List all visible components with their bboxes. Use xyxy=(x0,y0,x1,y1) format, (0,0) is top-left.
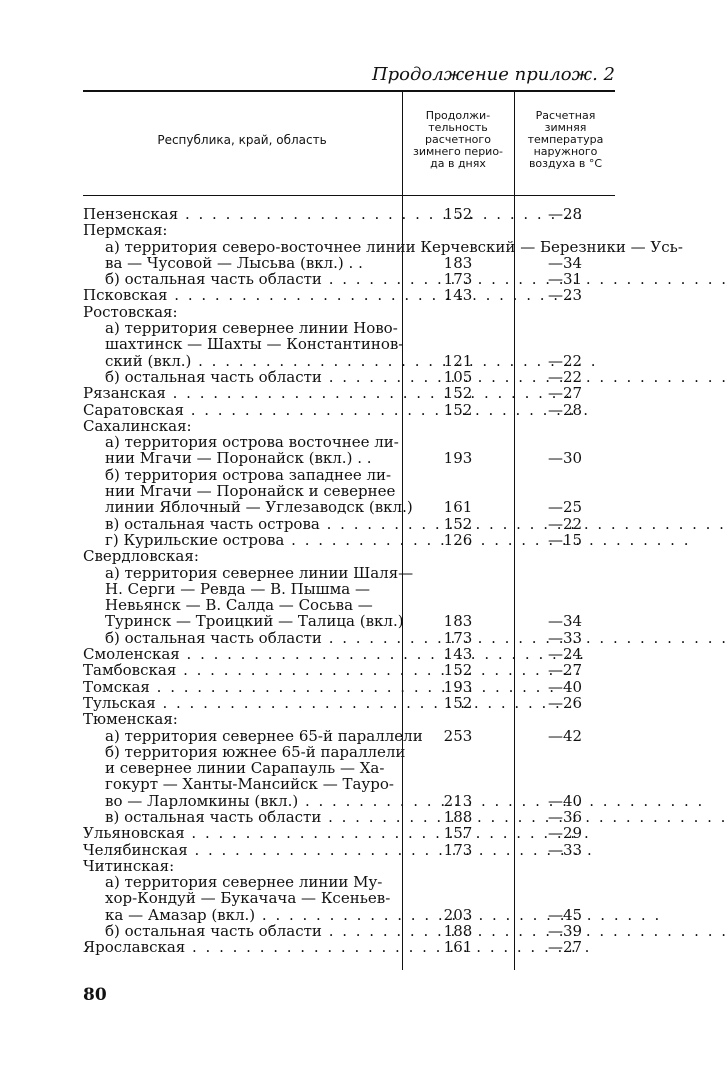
winter-temperature-value: —45 xyxy=(547,905,583,924)
winter-temperature-value: —25 xyxy=(547,498,583,517)
heating-days-value: 173 xyxy=(443,840,473,859)
heating-days-value: 188 xyxy=(443,922,473,941)
heating-days-value: 152 xyxy=(443,514,473,533)
region-name: б) остальная часть области . . . xyxy=(105,271,401,287)
table-row xyxy=(83,760,615,776)
table-row xyxy=(83,255,615,271)
winter-temperature-value: —40 xyxy=(547,677,583,696)
region-name: Тюменская: xyxy=(83,710,178,729)
region-name: нии Мгачи — Поронайск и севернее xyxy=(105,482,396,501)
heating-days-value: 183 xyxy=(443,612,473,631)
table-row xyxy=(83,793,615,809)
winter-temperature-value: —42 xyxy=(547,726,583,745)
table-row xyxy=(83,434,615,450)
duration-header-line: тельность xyxy=(428,121,488,134)
temperature-header-line: температура xyxy=(527,133,604,146)
winter-temperature-value: —33 xyxy=(547,840,583,859)
table-row xyxy=(83,776,615,792)
header-bottom-rule xyxy=(83,195,615,196)
winter-temperature-value: —22 xyxy=(547,514,583,533)
region-name: а) территория северо-восточнее линии Керчевский — Березники — Усь- xyxy=(105,237,683,256)
region-name: шахтинск — Шахты — Константинов- xyxy=(105,335,404,354)
region-name: а) территория севернее 65-й параллели xyxy=(105,726,423,745)
table-row xyxy=(83,809,615,825)
table-row xyxy=(83,385,615,401)
table-row xyxy=(83,336,615,352)
table-row xyxy=(83,581,615,597)
region-name: Саратовская . . . xyxy=(83,402,401,418)
region-name: в) остальная часть острова . . . xyxy=(105,516,401,532)
region-name: Псковская . . . xyxy=(83,287,401,303)
table-row xyxy=(83,483,615,499)
temperature-column-header xyxy=(516,110,615,170)
page-header: Продолжение прилож. 2 xyxy=(371,64,615,85)
table-row xyxy=(83,467,615,483)
winter-temperature-value: —22 xyxy=(547,351,583,370)
region-name: во — Ларломкины (вкл.) . . . xyxy=(105,793,401,809)
table-row xyxy=(83,679,615,695)
table-row xyxy=(83,237,683,256)
region-name: б) территория южнее 65-й параллели xyxy=(105,742,406,761)
heating-days-value: 193 xyxy=(443,677,473,696)
temperature-header-line: наружного xyxy=(533,145,598,158)
heating-days-value: 105 xyxy=(443,367,473,386)
table-row xyxy=(83,907,615,923)
table-row xyxy=(83,320,615,336)
region-name: ский (вкл.) . . . xyxy=(105,353,401,369)
region-name: Ульяновская . . . xyxy=(83,825,401,841)
table-row xyxy=(83,939,615,955)
region-name: б) остальная часть области . . . xyxy=(105,923,401,939)
heating-days-value: 188 xyxy=(443,807,473,826)
duration-header-line: да в днях xyxy=(430,157,486,170)
winter-temperature-value: —34 xyxy=(547,612,583,631)
table-row xyxy=(83,842,615,858)
winter-temperature-value: —31 xyxy=(547,270,583,289)
heating-days-value: 143 xyxy=(443,645,473,664)
region-name: а) территория севернее линии Му- xyxy=(105,873,383,892)
region-name: Туринск — Троицкий — Талица (вкл.) xyxy=(105,612,404,631)
region-name: Н. Серги — Ревда — В. Пышма — xyxy=(105,579,370,598)
winter-temperature-value: —27 xyxy=(547,384,583,403)
region-name: Сахалинская: xyxy=(83,416,192,435)
region-name: г) Курильские острова . . . xyxy=(105,532,401,548)
table-row xyxy=(83,353,615,369)
region-name: Свердловская: xyxy=(83,547,199,566)
table-row xyxy=(83,287,615,303)
heating-days-value: 121 xyxy=(443,351,473,370)
temperature-header-line: Расчетная xyxy=(535,109,596,122)
region-name: ва — Чусовой — Лысьва (вкл.) . . xyxy=(105,253,363,272)
table-body xyxy=(83,205,683,957)
region-name: Ростовская: xyxy=(83,302,178,321)
winter-temperature-value: —22 xyxy=(547,367,583,386)
region-name: б) территория острова западнее ли- xyxy=(105,465,392,484)
table-row xyxy=(83,662,615,678)
winter-temperature-value: —36 xyxy=(547,807,583,826)
heating-days-value: 193 xyxy=(443,449,473,468)
winter-temperature-value: —40 xyxy=(547,791,583,810)
region-name: б) остальная часть области . . . xyxy=(105,630,401,646)
winter-temperature-value: —34 xyxy=(547,253,583,272)
heating-days-value: 161 xyxy=(443,938,473,957)
heating-days-value: 152 xyxy=(443,661,473,680)
table-row xyxy=(83,728,615,744)
winter-temperature-value: —27 xyxy=(547,661,583,680)
table-row xyxy=(83,418,615,434)
region-name: гокурт — Ханты-Мансийск — Тауро- xyxy=(105,775,394,794)
winter-temperature-value: —15 xyxy=(547,530,583,549)
region-name: ка — Амазар (вкл.) . . . xyxy=(105,907,401,923)
table-row xyxy=(83,271,615,287)
page-number: 80 xyxy=(83,985,107,1005)
duration-header-line: расчетного xyxy=(425,133,491,146)
heating-days-value: 183 xyxy=(443,253,473,272)
winter-temperature-value: —28 xyxy=(547,205,583,223)
table-row xyxy=(83,923,615,939)
heating-days-value: 152 xyxy=(443,693,473,712)
table-row xyxy=(83,630,615,646)
table-top-rule xyxy=(83,90,615,92)
region-name: Тамбовская . . . xyxy=(83,662,401,678)
table-row xyxy=(83,206,615,222)
winter-temperature-value: —23 xyxy=(547,286,583,305)
region-name: Томская . . . xyxy=(83,679,401,695)
duration-column-header xyxy=(404,110,512,170)
table-row xyxy=(83,532,615,548)
table-row xyxy=(83,711,615,727)
heating-days-value: 126 xyxy=(443,530,473,549)
region-name: а) территория острова восточнее ли- xyxy=(105,433,399,452)
region-column-header: Республика, край, область xyxy=(157,133,327,147)
region-name: Ярославская . . . xyxy=(83,939,401,955)
winter-temperature-value: —39 xyxy=(547,922,583,941)
region-name: в) остальная часть области . . . xyxy=(105,809,401,825)
winter-temperature-value: —24 xyxy=(547,645,583,664)
heating-days-value: 152 xyxy=(443,384,473,403)
region-name: Челябинская . . . xyxy=(83,842,401,858)
table-row xyxy=(83,646,615,662)
table-row xyxy=(83,874,615,890)
table-row xyxy=(83,744,615,760)
temperature-header-line: зимняя xyxy=(544,121,587,134)
table-row xyxy=(83,858,615,874)
region-name: а) территория севернее линии Шаля— xyxy=(105,563,414,582)
table-row xyxy=(83,695,615,711)
region-name: линии Яблочный — Углезаводск (вкл.) xyxy=(105,498,413,517)
heating-days-value: 152 xyxy=(443,400,473,419)
region-name: Рязанская . . . xyxy=(83,385,401,401)
heating-days-value: 173 xyxy=(443,628,473,647)
duration-header-line: Продолжи- xyxy=(425,109,491,122)
region-name: хор-Кондуй — Букачача — Ксеньев- xyxy=(105,889,391,908)
heating-days-value: 157 xyxy=(443,824,473,843)
region-name: Тульская . . . xyxy=(83,695,401,711)
table-row xyxy=(83,450,615,466)
table-row xyxy=(83,304,615,320)
table-row xyxy=(83,516,615,532)
table-row xyxy=(83,402,615,418)
table-row xyxy=(83,890,615,906)
table-row xyxy=(83,369,615,385)
heating-days-value: 152 xyxy=(443,205,473,223)
region-name: б) остальная часть области . . . xyxy=(105,369,401,385)
winter-temperature-value: —33 xyxy=(547,628,583,647)
region-name: Читинская: xyxy=(83,856,175,875)
table-row xyxy=(83,548,615,564)
winter-temperature-value: —27 xyxy=(547,938,583,957)
table-row xyxy=(83,613,615,629)
region-name: Пензенская . . . xyxy=(83,206,401,222)
temperature-header-line: воздуха в °С xyxy=(528,157,603,170)
heating-days-value: 203 xyxy=(443,905,473,924)
heating-days-value: 173 xyxy=(443,270,473,289)
table-row xyxy=(83,825,615,841)
heating-days-value: 253 xyxy=(443,726,473,745)
table-row xyxy=(83,222,615,238)
winter-temperature-value: —29 xyxy=(547,824,583,843)
table-row xyxy=(83,597,615,613)
heating-days-value: 161 xyxy=(443,498,473,517)
region-name: нии Мгачи — Поронайск (вкл.) . . xyxy=(105,449,372,468)
region-name: Пермская: xyxy=(83,221,168,240)
winter-temperature-value: —30 xyxy=(547,449,583,468)
table-row xyxy=(83,565,615,581)
region-name: и севернее линии Сарапауль — Ха- xyxy=(105,759,385,778)
region-name: а) территория севернее линии Ново- xyxy=(105,319,398,338)
table-row xyxy=(83,499,615,515)
winter-temperature-value: —28 xyxy=(547,400,583,419)
region-name: Невьянск — В. Салда — Сосьва — xyxy=(105,596,373,615)
winter-temperature-value: —26 xyxy=(547,693,583,712)
region-name: Смоленская . . . xyxy=(83,646,401,662)
duration-header-line: зимнего перио- xyxy=(412,145,504,158)
heating-days-value: 143 xyxy=(443,286,473,305)
heating-days-value: 213 xyxy=(443,791,473,810)
